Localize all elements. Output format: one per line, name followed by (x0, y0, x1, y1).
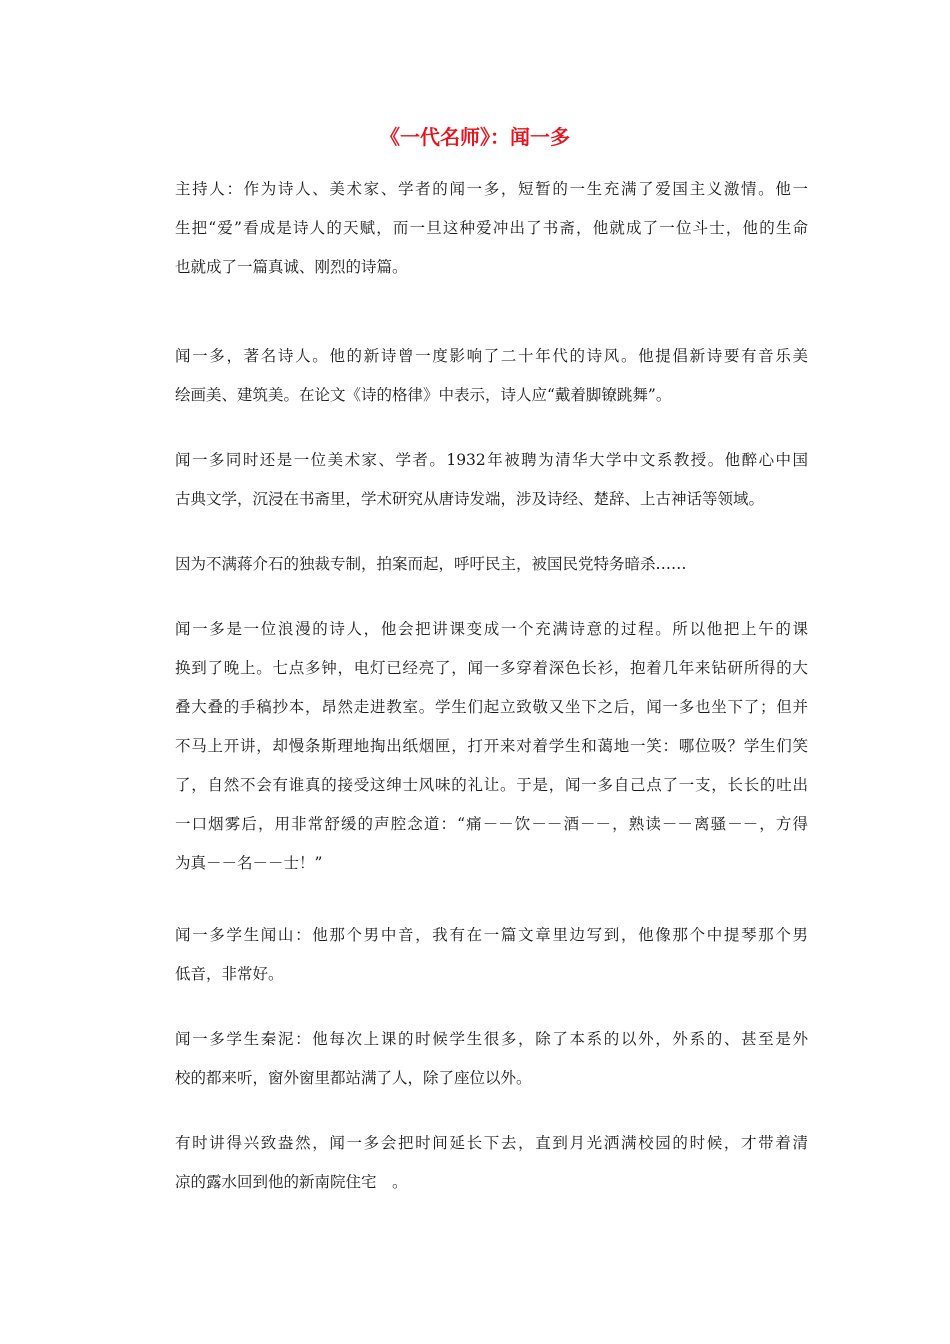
paragraph-line: 闻一多学生闻山：他那个男中音，我有在一篇文章里边写到，他像那个中提琴那个男 (175, 926, 808, 944)
paragraph-line: 闻一多，著名诗人。他的新诗曾一度影响了二十年代的诗风。他提倡新诗要有音乐美 (175, 347, 808, 365)
paragraph-line: 换到了晚上。七点多钟，电灯已经亮了，闻一多穿着深色长衫，抱着几年来钻研所得的大 (175, 659, 808, 677)
paragraph-line: 生把“爱”看成是诗人的天赋，而一旦这种爱冲出了书斋，他就成了一位斗士，他的生命 (175, 219, 808, 237)
paragraph-line: 凉的露水回到他的新南院住宅 。 (175, 1173, 408, 1191)
paragraph-line: 了，自然不会有谁真的接受这绅士风味的礼让。于是，闻一多自己点了一支，长长的吐出 (175, 776, 808, 794)
paragraph-line: 有时讲得兴致盎然，闻一多会把时间延长下去，直到月光洒满校园的时候，才带着清 (175, 1134, 808, 1152)
paragraph-line: 也就成了一篇真诚、刚烈的诗篇。 (175, 258, 408, 276)
paragraph-line: 闻一多同时还是一位美术家、学者。1932年被聘为清华大学中文系教授。他醉心中国 (175, 451, 808, 469)
paragraph-line: 闻一多是一位浪漫的诗人，他会把讲课变成一个充满诗意的过程。所以他把上午的课 (175, 620, 808, 638)
paragraph-student-qinni (144, 1020, 808, 1098)
paragraph-assassination (144, 545, 808, 584)
paragraph-line: 闻一多学生秦泥：他每次上课的时候学生很多，除了本系的以外，外系的、甚至是外 (175, 1030, 808, 1048)
paragraph-lecture (144, 610, 808, 883)
paragraph-line: 一口烟雾后，用非常舒缓的声腔念道：“痛－－饮－－酒－－，熟读－－离骚－－，方得 (175, 815, 808, 833)
paragraph-line: 因为不满蒋介石的独裁专制，拍案而起，呼吁民主，被国民党特务暗杀…… (175, 555, 687, 573)
paragraph-scholar (144, 441, 808, 519)
paragraph-line: 主持人：作为诗人、美术家、学者的闻一多，短暂的一生充满了爱国主义激情。他一 (175, 180, 808, 198)
paragraph-student-wenshan (144, 916, 808, 994)
paragraph-line: 不马上开讲，却慢条斯理地掏出纸烟匣，打开来对着学生和蔼地一笑：哪位吸？学生们笑 (175, 737, 808, 755)
paragraph-line: 校的都来听，窗外窗里都站满了人，除了座位以外。 (175, 1069, 532, 1087)
paragraph-poet (144, 337, 808, 415)
paragraph-line: 低音，非常好。 (175, 965, 284, 983)
paragraph-line: 绘画美、建筑美。在论文《诗的格律》中表示，诗人应“戴着脚镣跳舞”。 (175, 386, 672, 404)
paragraph-line: 叠大叠的手稿抄本，昂然走进教室。学生们起立致敬又坐下之后，闻一多也坐下了；但并 (175, 698, 808, 716)
paragraph-line: 为真－－名－－士！” (175, 854, 323, 872)
paragraph-line: 古典文学，沉浸在书斋里，学术研究从唐诗发端，涉及诗经、楚辞、上古神话等领域。 (175, 490, 765, 508)
document-title: 《一代名师》：闻一多 (380, 125, 570, 149)
paragraph-host-intro (144, 170, 808, 287)
paragraph-moonlight (144, 1124, 808, 1202)
